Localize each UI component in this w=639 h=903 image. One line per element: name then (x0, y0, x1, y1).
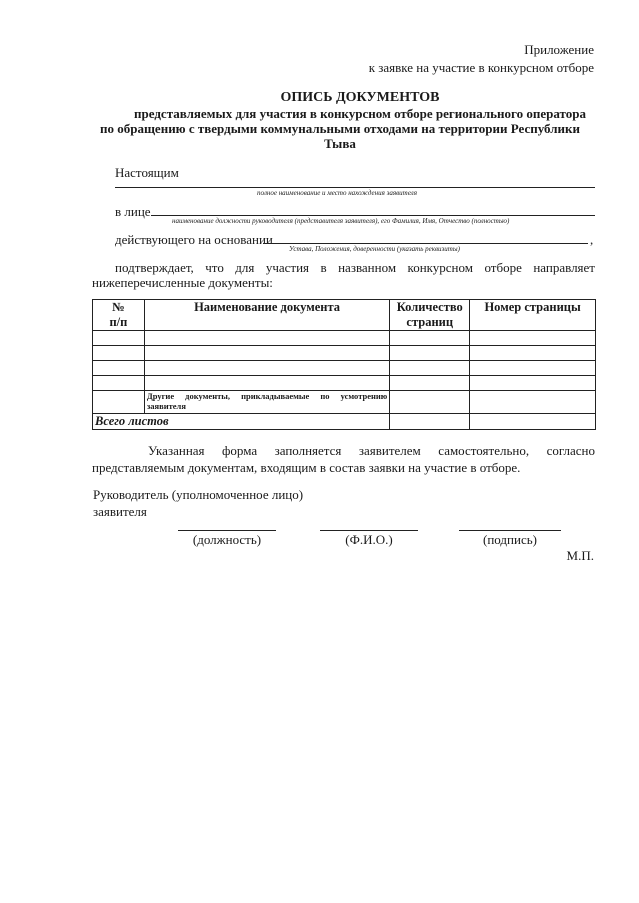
documents-table (92, 299, 596, 430)
table-cell[interactable] (93, 361, 145, 376)
table-cell[interactable] (93, 346, 145, 361)
confirm-text-line-1: подтверждает, что для участия в названном конкурсном отборе направляет (115, 260, 595, 275)
header-page-number: Номер страницы (470, 300, 596, 331)
document-subtitle-3: Тыва (324, 136, 356, 151)
header-number (93, 300, 145, 331)
appendix-line-2: к заявке на участие в конкурсном отборе (368, 60, 594, 75)
table-cell[interactable] (144, 331, 389, 346)
basis-comma: , (590, 232, 594, 247)
header-number-line-1: № (112, 300, 125, 314)
document-title: ОПИСЬ ДОКУМЕНТОВ (280, 90, 440, 105)
table-row (93, 331, 596, 346)
fio-caption: (Ф.И.О.) (345, 532, 393, 547)
other-documents-label (144, 391, 389, 414)
table-cell[interactable] (470, 391, 596, 414)
header-page-count (390, 300, 470, 331)
position-caption: (должность) (192, 532, 262, 547)
representative-caption: наименование должности руководителя (представителя заявителя), его Фамилия, Имя, Отчество (полностью) (172, 217, 510, 225)
table-cell[interactable] (93, 331, 145, 346)
basis-label: действующего на основании (115, 232, 273, 247)
table-cell[interactable] (144, 376, 389, 391)
total-row (93, 414, 596, 430)
other-documents-row (93, 391, 596, 414)
table-cell[interactable] (470, 376, 596, 391)
header-count-line-2: страниц (406, 315, 454, 329)
table-cell[interactable] (390, 361, 470, 376)
table-cell[interactable] (144, 361, 389, 376)
total-number-cell[interactable] (470, 414, 596, 430)
applicant-name-line[interactable] (115, 187, 595, 188)
table-header-row (93, 300, 596, 331)
stamp-place: М.П. (566, 548, 594, 563)
other-documents-line-1: Другие документы, прикладываемые по усмотрению (146, 391, 388, 401)
header-document-name: Наименование документа (144, 300, 389, 331)
sign-caption: (подпись) (483, 532, 537, 547)
note-line-1: Указанная форма заполняется заявителем самостоятельно, согласно (148, 443, 595, 458)
basis-caption: Устава, Положения, доверенности (указать реквизиты) (289, 245, 460, 253)
present-label: Настоящим (115, 165, 179, 180)
person-label: в лице (115, 204, 151, 219)
representative-line[interactable] (151, 215, 595, 216)
note-line-2: представляемым документам, входящим в состав заявки на участие в отборе. (92, 460, 521, 475)
fio-signature-line[interactable] (320, 530, 418, 531)
other-documents-line-2: заявителя (146, 401, 186, 411)
table-cell[interactable] (144, 346, 389, 361)
header-count-line-1: Количество (396, 300, 463, 314)
position-signature-line[interactable] (178, 530, 276, 531)
table-row (93, 376, 596, 391)
table-row (93, 361, 596, 376)
document-subtitle-1: представляемых для участия в конкурсном отборе регионального оператора (134, 106, 586, 121)
table-cell[interactable] (93, 391, 145, 414)
basis-line[interactable] (263, 243, 588, 244)
head-label-line-1: Руководитель (уполномоченное лицо) (93, 487, 304, 502)
table-row (93, 346, 596, 361)
table-cell[interactable] (470, 331, 596, 346)
table-cell[interactable] (390, 331, 470, 346)
total-pages-cell[interactable] (390, 414, 470, 430)
confirm-text-line-2: нижеперечисленные документы: (92, 275, 273, 290)
appendix-line-1: Приложение (524, 42, 594, 57)
table-cell[interactable] (390, 376, 470, 391)
table-cell[interactable] (470, 361, 596, 376)
sign-signature-line[interactable] (459, 530, 561, 531)
table-cell[interactable] (93, 376, 145, 391)
table-cell[interactable] (390, 346, 470, 361)
document-subtitle-2: по обращению с твердыми коммунальными отходами на территории Республики (99, 121, 580, 136)
header-number-line-2: п/п (109, 315, 128, 329)
table-cell[interactable] (470, 346, 596, 361)
head-label-line-2: заявителя (93, 504, 147, 519)
applicant-name-caption: полное наименование и место нахождения заявителя (257, 189, 417, 197)
table-cell[interactable] (390, 391, 470, 414)
total-label: Всего листов (93, 414, 390, 430)
